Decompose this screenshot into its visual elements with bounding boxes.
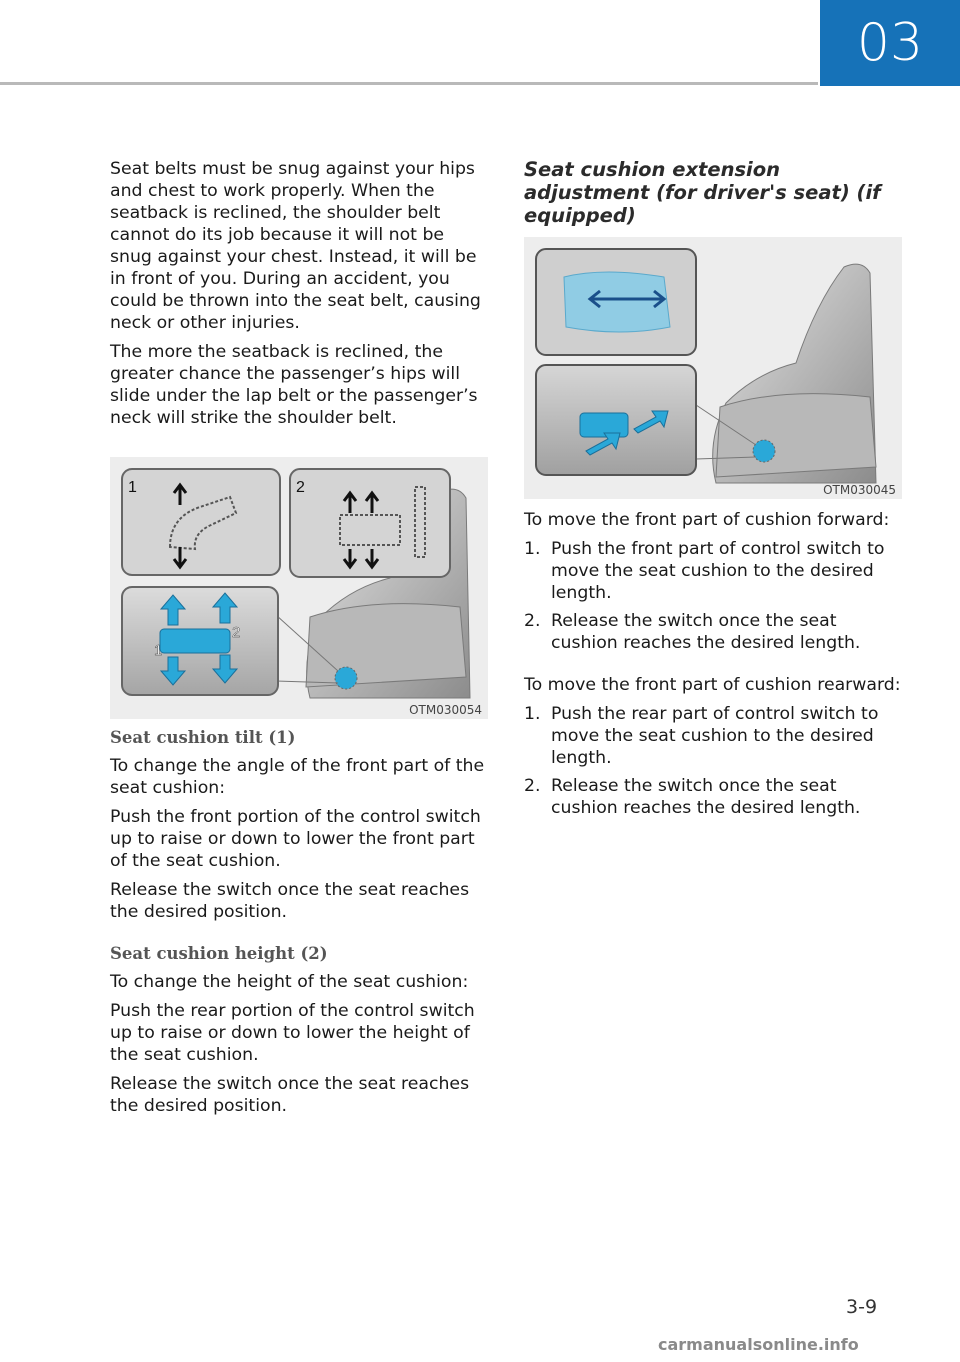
page-number: 3-9 xyxy=(846,1296,878,1318)
inset-2-label: 2 xyxy=(296,479,305,496)
body-paragraph: Seat belts must be snug against your hips and chest to work properly. When the seatback is reclined, the shoulder belt cannot do its job because it will not be snug against your chest. Instead, it will be in front of you. During an accident, you could be thrown into the seat belt, causing neck or other injuries. xyxy=(110,159,481,333)
body-paragraph: Release the switch once the seat reaches the desired position. xyxy=(110,1074,470,1116)
right-column xyxy=(524,158,902,825)
step-number: 2. xyxy=(524,611,541,631)
list-item xyxy=(524,610,902,654)
rearward-section xyxy=(524,674,902,819)
list-item xyxy=(524,775,902,819)
step-text: Release the switch once the seat cushion reaches the desired length. xyxy=(551,611,861,653)
switch-1-label: 1 xyxy=(154,642,163,659)
chapter-tab: 03 xyxy=(820,0,960,86)
switch-2-label: 2 xyxy=(232,624,241,641)
seat-illustration xyxy=(110,457,488,719)
watermark: carmanualsonline.info xyxy=(658,1335,859,1354)
height-section xyxy=(110,943,488,1117)
figure-code: OTM030054 xyxy=(409,703,482,717)
body-paragraph: Push the front portion of the control switch up to raise or down to lower the front part of the seat cushion. xyxy=(110,807,481,871)
step-number: 2. xyxy=(524,776,541,796)
section-title: Seat cushion extension adjustment (for driver's seat) (if equipped) xyxy=(524,158,881,227)
step-text: Push the front part of control switch to move the seat cushion to the desired length. xyxy=(551,539,885,603)
list-item xyxy=(524,703,902,769)
step-text: Push the rear part of control switch to move the seat cushion to the desired length. xyxy=(551,704,879,768)
step-list xyxy=(524,538,902,654)
tilt-section xyxy=(110,727,488,923)
inset-1-label: 1 xyxy=(128,479,137,496)
section-heading: Seat cushion tilt (1) xyxy=(110,728,296,747)
body-paragraph: To change the height of the seat cushion: xyxy=(110,972,469,992)
step-list xyxy=(524,703,902,819)
step-text: Release the switch once the seat cushion reaches the desired length. xyxy=(551,776,861,818)
body-paragraph: Push the rear portion of the control switch up to raise or down to lower the height of the seat cushion. xyxy=(110,1001,475,1065)
left-column xyxy=(110,158,488,1124)
body-paragraph: The more the seatback is reclined, the greater chance the passenger’s hips will slide under the lap belt or the passenger’s neck will strike the shoulder belt. xyxy=(110,342,478,428)
seat-illustration xyxy=(524,237,902,499)
figure-code: OTM030045 xyxy=(823,483,896,497)
body-paragraph: To change the angle of the front part of the seat cushion: xyxy=(110,756,485,798)
body-paragraph: Release the switch once the seat reaches the desired position. xyxy=(110,880,470,922)
step-number: 1. xyxy=(524,704,541,724)
header-rule xyxy=(0,82,818,85)
list-item xyxy=(524,538,902,604)
body-paragraph: To move the front part of cushion rearward: xyxy=(524,675,901,695)
seat-tilt-height-figure xyxy=(110,457,488,719)
section-heading: Seat cushion height (2) xyxy=(110,944,328,963)
forward-section xyxy=(524,509,902,654)
cushion-extension-figure xyxy=(524,237,902,499)
body-paragraph: To move the front part of cushion forward: xyxy=(524,510,890,530)
step-number: 1. xyxy=(524,539,541,559)
